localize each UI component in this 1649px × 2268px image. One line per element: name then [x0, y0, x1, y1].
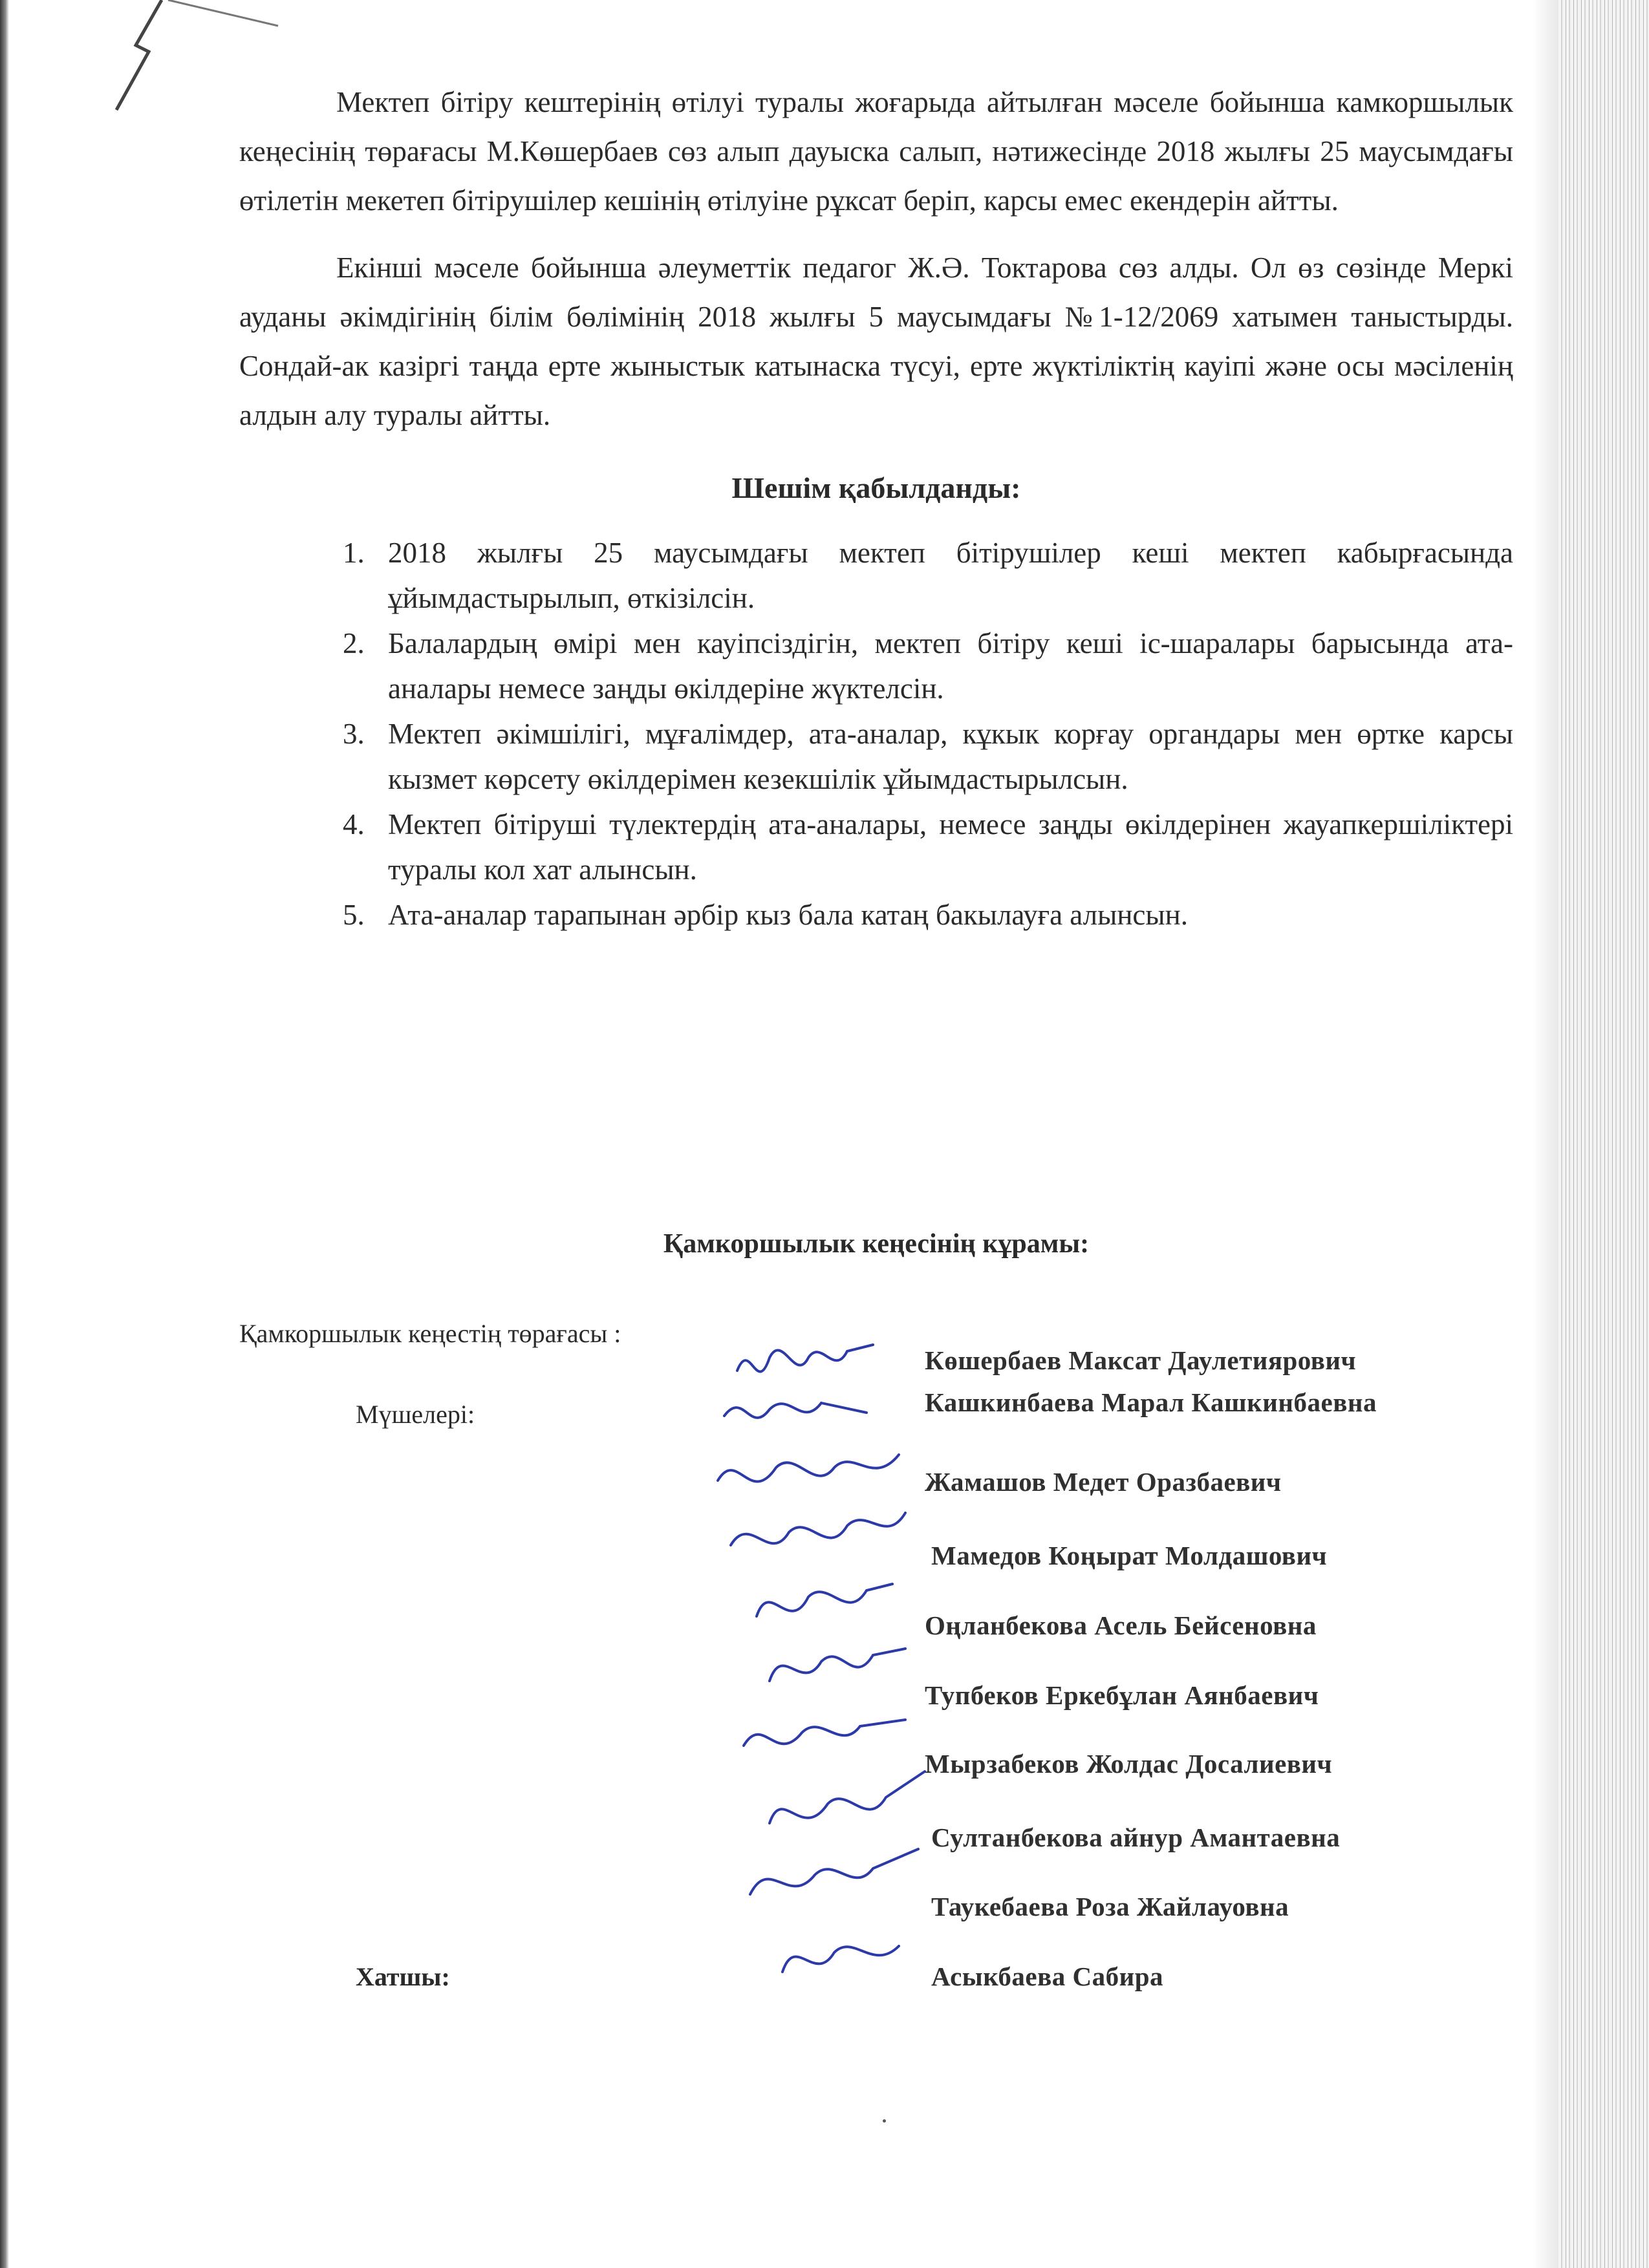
signature-8	[770, 1771, 925, 1823]
member-name: Мамедов Коңырат Молдашович	[931, 1541, 1328, 1570]
decision-text: 2018 жылғы 25 маусымдағы мектеп бітірушілер кеші мектеп кабырғасында ұйымдастырылып, өткізілсін.	[388, 537, 1513, 614]
scan-right-shadow	[1533, 0, 1558, 2268]
decision-heading: Шешім қабылданды:	[731, 471, 1021, 504]
signature-7	[744, 1720, 905, 1746]
document-body	[239, 78, 1513, 937]
member-name: Жамашов Медет Оразбаевич	[925, 1467, 1282, 1497]
member-name: Султанбекова айнур Амантаевна	[931, 1823, 1341, 1852]
signature-4	[731, 1513, 905, 1545]
decision-item	[239, 892, 1513, 937]
decision-number: 4.	[343, 808, 365, 840]
signatures-column	[711, 1332, 944, 2011]
signature-9	[750, 1849, 918, 1894]
decision-item	[239, 530, 1513, 621]
member-name: Тупбеков Еркебұлан Аянбаевич	[925, 1680, 1319, 1710]
paragraph-2: Екінші мәселе бойынша әлеуметтік педагог Ж.Ә. Токтарова сөз алды. Ол өз сөзінде Меркі ауданы әкімдігінің білім бөлімінің 2018 жылғы 5 маусымдағы №1-12/2069 хатымен таныстырды. Сондай-ак казіргі таңда ерте жыныстык катынаска түсуі, ерте жүктіліктің кауіпі және осы мәсіленің алдын алу туралы айтты.	[239, 251, 1513, 431]
decision-number: 2.	[343, 627, 365, 659]
composition-heading: Қамкоршылык кеңесінің кұрамы:	[663, 1229, 1090, 1259]
member-name: Көшербаев Максат Даулетиярович	[925, 1345, 1357, 1375]
signature-5	[757, 1584, 892, 1616]
chair-role-label: Қамкоршылык кеңестің төрағасы :	[239, 1319, 621, 1348]
decision-number: 3.	[343, 718, 365, 750]
decision-text: Мектеп бітіруші түлектердің ата-аналары, немесе заңды өкілдерінен жауапкершіліктері туралы кол хат алынсын.	[388, 808, 1513, 886]
signature-6	[770, 1649, 905, 1681]
decision-number: 1.	[343, 537, 365, 569]
members-role-label: Мүшелері:	[356, 1400, 475, 1429]
member-name: Кашкинбаева Марал Кашкинбаевна	[925, 1387, 1377, 1417]
member-name: Оңланбекова Асель Бейсеновна	[925, 1610, 1317, 1640]
member-name: Мырзабеков Жолдас Досалиевич	[925, 1749, 1333, 1779]
secretary-role-label: Хатшы:	[356, 1962, 450, 1991]
decision-text: Балалардың өмірі мен кауіпсіздігін, мектеп бітіру кеші іс-шаралары барысында ата-аналары немесе заңды өкілдеріне жүктелсін.	[388, 627, 1513, 705]
signature-1	[737, 1345, 873, 1372]
decision-text: Мектеп әкімшілігі, мұғалімдер, ата-аналар, кұкык корғау органдары мен өртке карсы кызмет көрсету өкілдерімен кезекшілік ұйымдастырылсын.	[388, 718, 1513, 795]
member-name: Таукебаева Роза Жайлауовна	[931, 1892, 1289, 1921]
signature-3	[718, 1455, 899, 1482]
member-name: Асыкбаева Сабира	[931, 1962, 1164, 1991]
scan-speck	[883, 2119, 886, 2123]
decision-list	[239, 530, 1513, 937]
signature-2	[724, 1403, 867, 1418]
decision-item	[239, 621, 1513, 711]
decision-number: 5.	[343, 899, 365, 931]
scan-left-edge	[0, 0, 9, 2268]
decision-text: Ата-аналар тарапынан әрбір кыз бала катаң бакылауға алынсын.	[388, 899, 1188, 931]
paragraph-1: Мектеп бітіру кештерінің өтілуі туралы жоғарыда айтылған мәселе бойынша камкоршылык кеңесінің төрағасы М.Көшербаев сөз алып дауыска салып, нәтижесінде 2018 жылғы 25 маусымдағы өтілетін мекетеп бітірушілер кешінің өтілуіне рұксат беріп, карсы емес екендерін айтты.	[239, 86, 1513, 217]
signature-10	[782, 1946, 899, 1972]
decision-item	[239, 711, 1513, 802]
decision-item	[239, 802, 1513, 892]
scan-page-stack-edge	[1558, 0, 1649, 2268]
